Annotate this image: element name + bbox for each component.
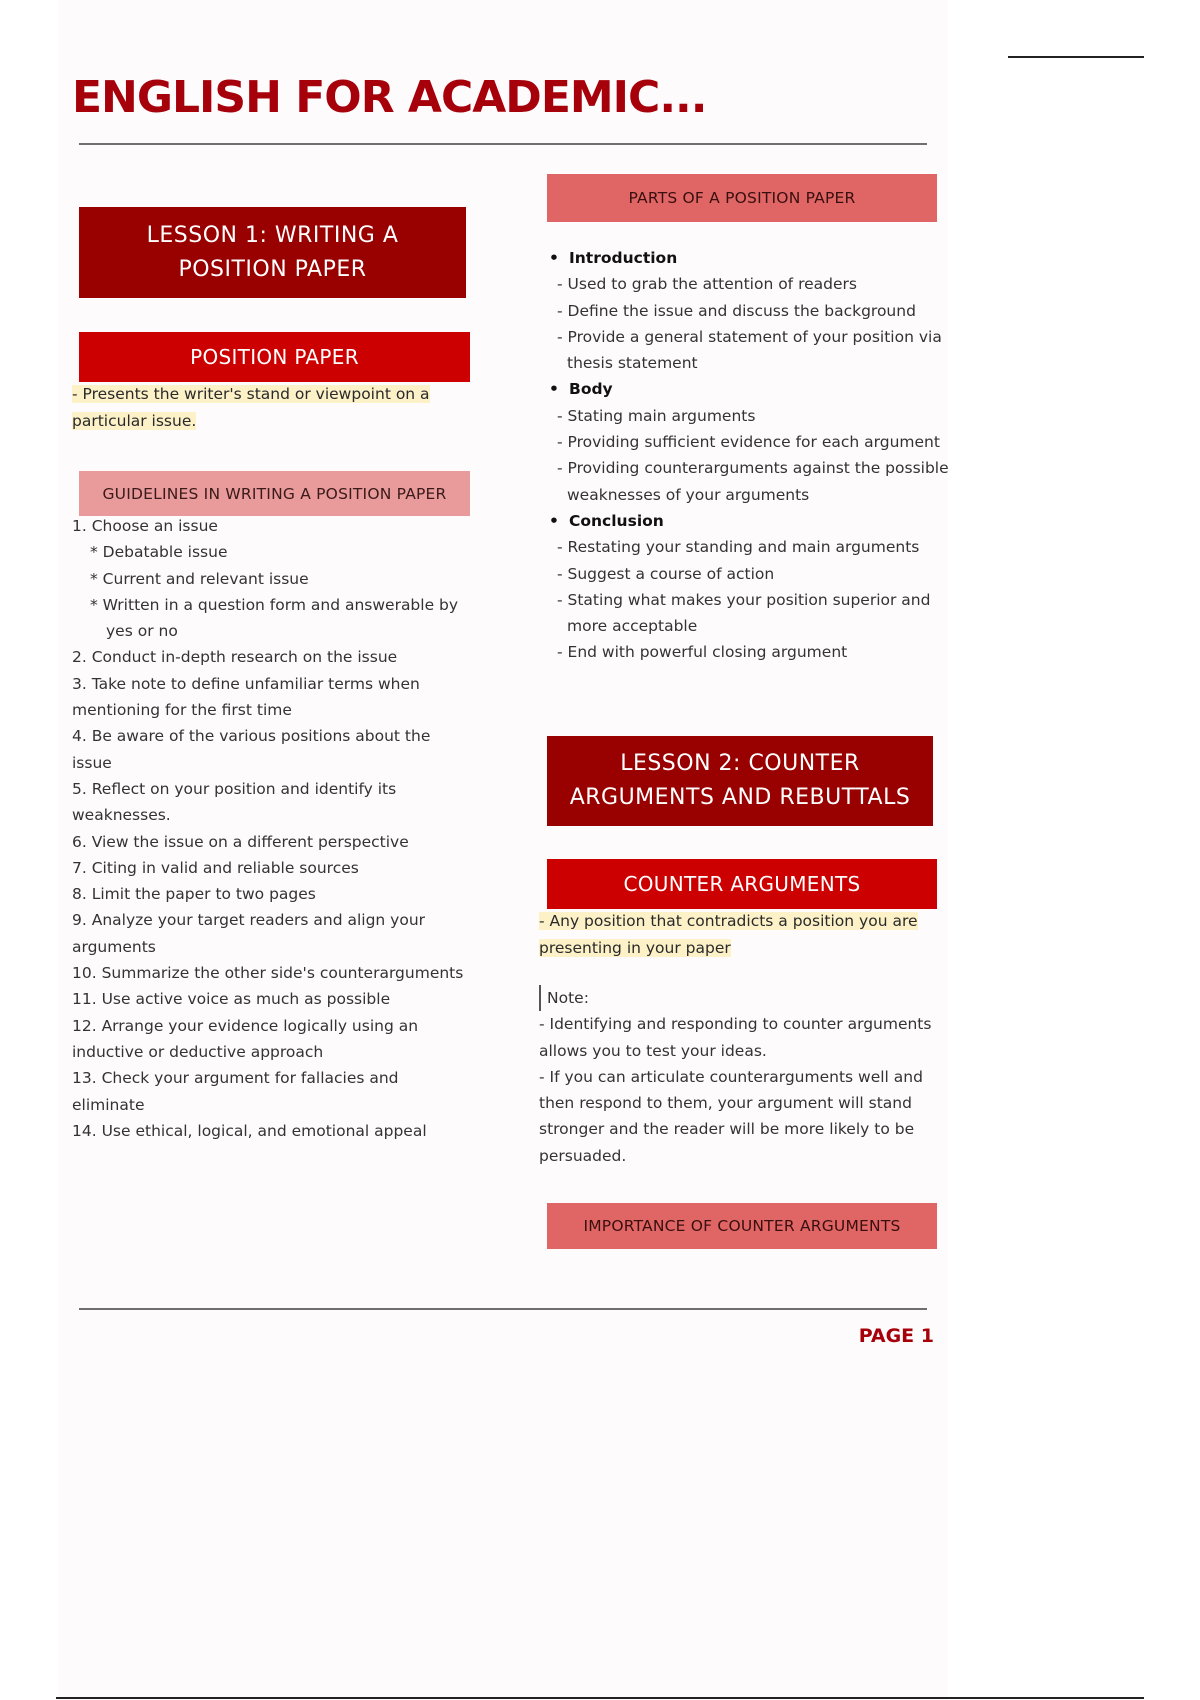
list-item: - Stating what makes your position superior and more acceptable xyxy=(557,590,931,636)
document-title: ENGLISH FOR ACADEMIC... xyxy=(72,72,707,123)
list-item: 3. Take note to define unfamiliar terms when mentioning for the first time xyxy=(72,674,420,720)
list-item: 5. Reflect on your position and identify its weaknesses. xyxy=(72,779,397,825)
guidelines-banner: GUIDELINES IN WRITING A POSITION PAPER xyxy=(79,471,470,516)
top-right-divider xyxy=(1008,56,1144,58)
list-item: 2. Conduct in-depth research on the issue xyxy=(72,648,398,667)
bullet-icon: • xyxy=(549,380,559,399)
list-item: - Providing sufficient evidence for each argument xyxy=(557,433,940,452)
header-rule xyxy=(79,143,927,145)
parts-heading-body: • Body xyxy=(549,376,949,402)
list-item: 10. Summarize the other side's counterarguments xyxy=(72,964,464,983)
note-label: Note: xyxy=(539,985,939,1011)
list-item: 7. Citing in valid and reliable sources xyxy=(72,858,359,877)
footer-rule xyxy=(79,1308,927,1310)
list-item: 6. View the issue on a different perspective xyxy=(72,832,409,851)
note-point: - Identifying and responding to counter arguments allows you to test your ideas. xyxy=(539,1015,932,1060)
position-paper-definition: - Presents the writer's stand or viewpoint on a particular issue. xyxy=(72,385,430,430)
parts-banner: PARTS OF A POSITION PAPER xyxy=(547,174,937,222)
bottom-divider xyxy=(56,1697,1144,1699)
list-item: 4. Be aware of the various positions about the issue xyxy=(72,727,431,772)
list-item: 9. Analyze your target readers and align your arguments xyxy=(72,911,426,956)
counter-arguments-definition: - Any position that contradicts a position you are presenting in your paper xyxy=(539,912,918,957)
parts-list xyxy=(549,245,949,666)
parts-heading-introduction: • Introduction xyxy=(549,245,949,271)
parts-heading-conclusion: • Conclusion xyxy=(549,508,949,534)
list-item: - Define the issue and discuss the background xyxy=(557,301,916,320)
list-item: * Current and relevant issue xyxy=(90,569,309,588)
list-item: 8. Limit the paper to two pages xyxy=(72,885,316,904)
list-item: - Provide a general statement of your position via thesis statement xyxy=(557,327,942,373)
list-item: - Suggest a course of action xyxy=(557,564,775,583)
list-item: 12. Arrange your evidence logically using an inductive or deductive approach xyxy=(72,1016,419,1061)
list-item: * Debatable issue xyxy=(90,543,228,562)
lesson2-banner: LESSON 2: COUNTER ARGUMENTS AND REBUTTALS xyxy=(547,736,933,826)
list-item: - Restating your standing and main arguments xyxy=(557,538,920,557)
note-point: - If you can articulate counterarguments well and then respond to them, your argument will stand stronger and the reader will be more likely to be persuaded. xyxy=(539,1067,923,1165)
importance-banner: IMPORTANCE OF COUNTER ARGUMENTS xyxy=(547,1203,937,1249)
counter-arguments-banner: COUNTER ARGUMENTS xyxy=(547,859,937,909)
list-item: * Written in a question form and answerable by yes or no xyxy=(90,595,459,641)
bullet-icon: • xyxy=(549,249,559,267)
list-item: - Used to grab the attention of readers xyxy=(557,275,857,294)
list-item: - Providing counterarguments against the possible weaknesses of your arguments xyxy=(557,459,949,504)
note-block xyxy=(539,985,939,1169)
page-number: PAGE 1 xyxy=(858,1325,934,1347)
list-item: 1. Choose an issue xyxy=(72,517,218,535)
list-item: - End with powerful closing argument xyxy=(557,643,848,662)
list-item: 11. Use active voice as much as possible xyxy=(72,990,391,1009)
list-item: 13. Check your argument for fallacies and eliminate xyxy=(72,1069,399,1114)
list-item: 14. Use ethical, logical, and emotional appeal xyxy=(72,1121,427,1140)
guidelines-list xyxy=(72,513,472,1144)
position-paper-banner: POSITION PAPER xyxy=(79,332,470,382)
list-item: - Stating main arguments xyxy=(557,406,756,425)
bullet-icon: • xyxy=(549,511,559,530)
lesson1-banner: LESSON 1: WRITING A POSITION PAPER xyxy=(79,207,466,298)
